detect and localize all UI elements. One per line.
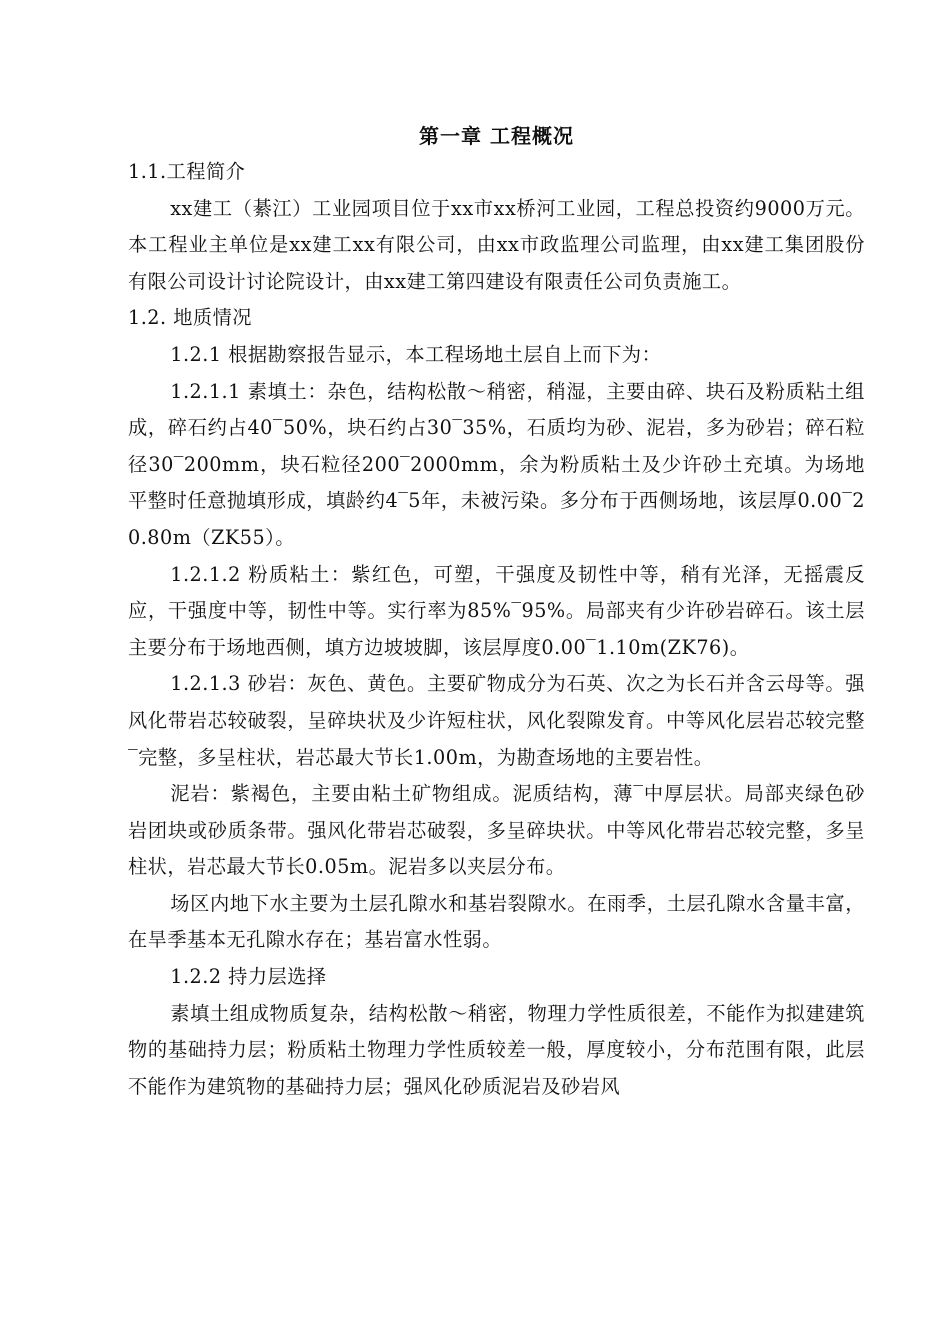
paragraph-bearing-layer-heading: 1.2.2 持力层选择 bbox=[170, 965, 327, 989]
chapter-title: 第一章 工程概况 bbox=[419, 124, 574, 148]
paragraph-survey-report: 1.2.1 根据勘察报告显示，本工程场地土层自上而下为： bbox=[170, 342, 662, 366]
document-page bbox=[128, 118, 865, 1105]
paragraph-bearing-layer: 素填土组成物质复杂，结构松散～稍密，物理力学性质很差，不能作为拟建建筑物的基础持力层；粉质粘土物理力学性质较差一般，厚度较小，分布范围有限，此层不能作为建筑物的基础持力层；强风化砂质泥岩及砂岩风 bbox=[128, 1001, 865, 1098]
section-heading-1-1: 1.1.工程简介 bbox=[128, 160, 246, 183]
paragraph-sandstone: 1.2.1.3 砂岩：灰色、黄色。主要矿物成分为石英、次之为长石并含云母等。强风化带岩芯较破裂，呈碎块状及少许短柱状，风化裂隙发育。中等风化层岩芯较完整‾完整，多呈柱状，岩芯最大节长1.00m，为勘查场地的主要岩性。 bbox=[128, 672, 865, 769]
paragraph-project-intro: xx建工（綦江）工业园项目位于xx市xx桥河工业园，工程总投资约9000万元。本工程业主单位是xx建工xx有限公司，由xx市政监理公司监理，由xx建工集团股份有限公司设计讨论院设计，由xx建工第四建设有限责任公司负责施工。 bbox=[128, 196, 865, 293]
paragraph-groundwater: 场区内地下水主要为土层孔隙水和基岩裂隙水。在雨季，土层孔隙水含量丰富，在旱季基本无孔隙水存在；基岩富水性弱。 bbox=[128, 891, 865, 952]
paragraph-mudstone: 泥岩：紫褐色，主要由粘土矿物组成。泥质结构，薄‾中厚层状。局部夹绿色砂岩团块或砂质条带。强风化带岩芯破裂，多呈碎块状。中等风化带岩芯较完整，多呈柱状，岩芯最大节长0.05m。泥岩多以夹层分布。 bbox=[128, 782, 865, 879]
section-heading-1-2: 1.2. 地质情况 bbox=[128, 306, 252, 330]
paragraph-fill-soil: 1.2.1.1 素填土：杂色，结构松散～稍密，稍湿，主要由碎、块石及粉质粘土组成，碎石约占40‾50%，块石约占30‾35%，石质均为砂、泥岩，多为砂岩；碎石粒径30‾200mm，块石粒径200‾2000mm，余为粉质粘土及少许砂土充填。为场地平整时任意抛填形成，填龄约4‾5年，未被污染。多分布于西侧场地，该层厚0.00‾20.80m（ZK55）。 bbox=[128, 379, 865, 549]
paragraph-silty-clay: 1.2.1.2 粉质粘土：紫红色，可塑，干强度及韧性中等，稍有光泽，无摇震反应，干强度中等，韧性中等。实行率为85%‾95%。局部夹有少许砂岩碎石。该土层主要分布于场地西侧，填方边坡坡脚，该层厚度0.00‾1.10m(ZK76)。 bbox=[128, 562, 865, 659]
